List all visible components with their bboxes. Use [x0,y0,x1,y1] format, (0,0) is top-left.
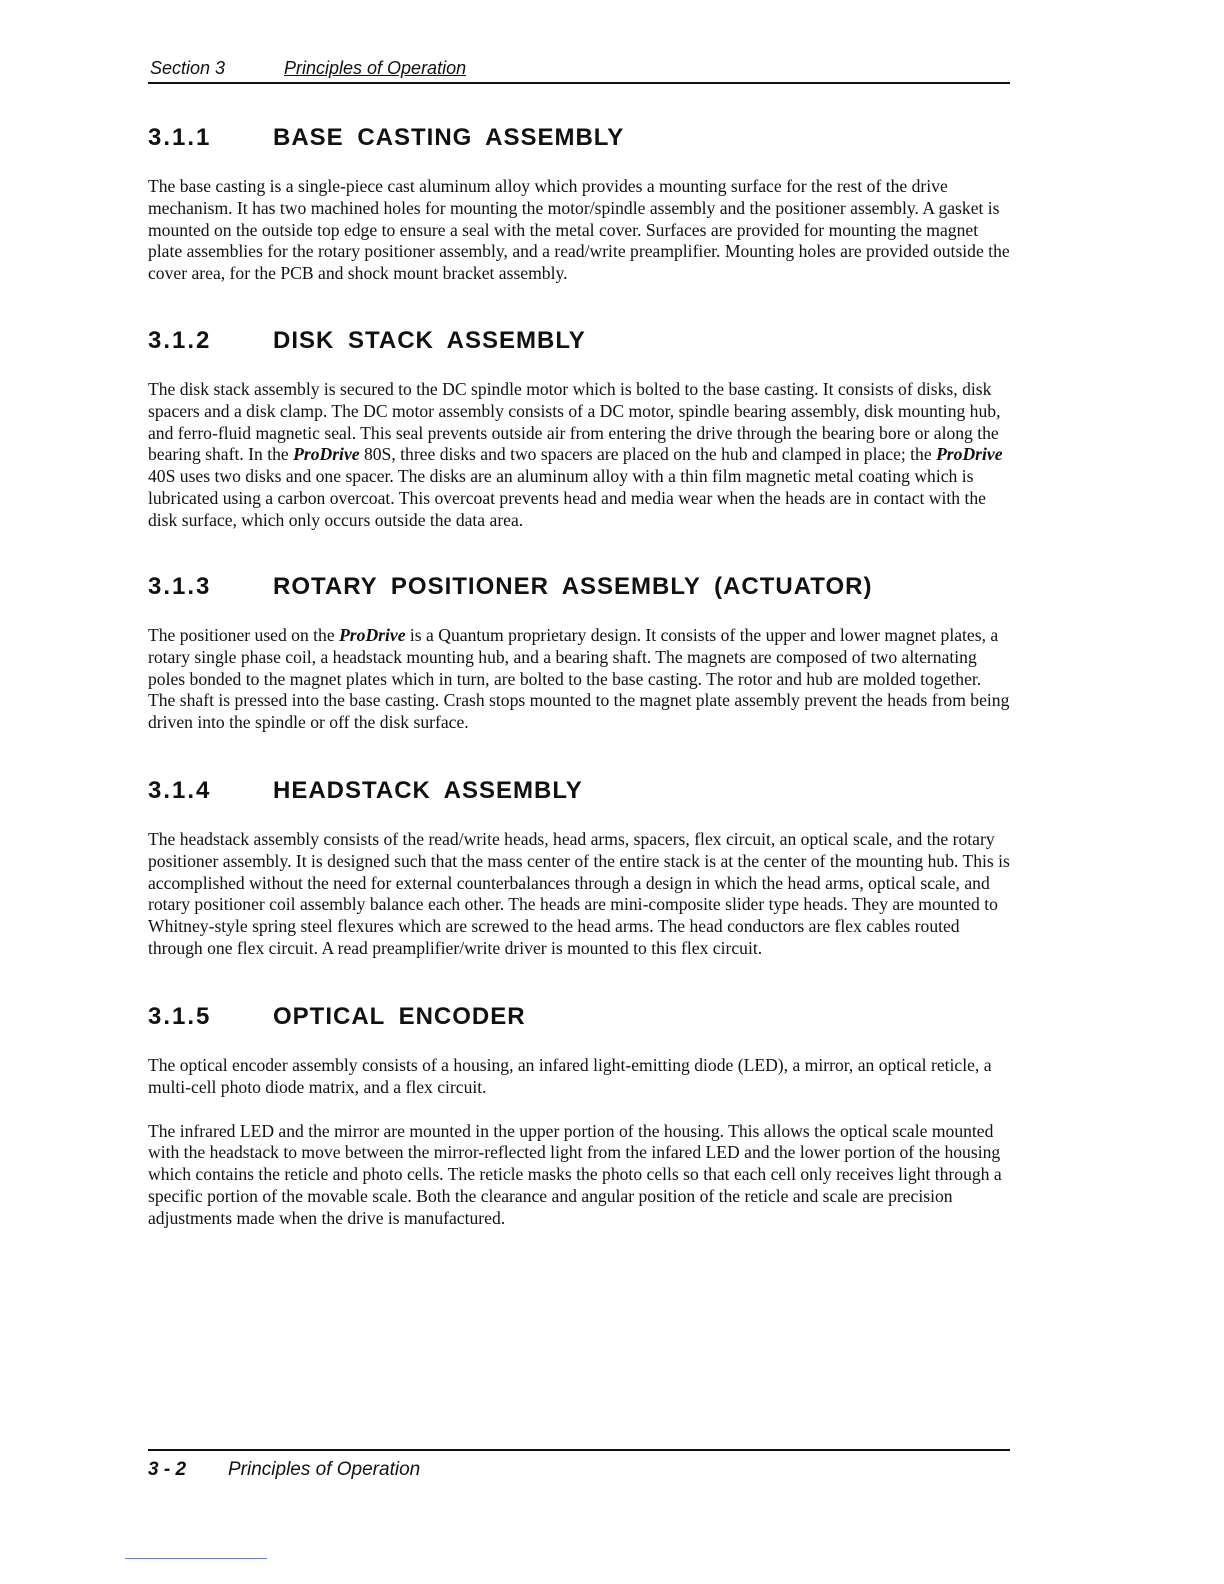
section-3-1-4 [148,777,1010,960]
section-3-1-3 [148,573,1010,734]
section-3-1-5 [148,1003,1010,1230]
scan-edge-line [125,1558,267,1559]
paragraph: The optical encoder assembly consists of a housing, an infared light-emitting diode (LED), a mirror, an optical reticle, a multi-cell photo diode matrix, and a flex circuit. [148,1055,992,1097]
section-heading [148,327,1010,361]
section-3-1-2 [148,327,1010,532]
section-number: 3.1.2 [148,327,212,354]
paragraph: The base casting is a single-piece cast aluminum alloy which provides a mounting surface for the rest of the drive mechanism. It has two machined holes for mounting the motor/spindle assembly and the positioner assembly. A gasket is mounted on the outside top edge to ensure a seal with the metal cover. Surfaces are provided for mounting the magnet plate assemblies for the rotary positioner assembly, and a read/write preamplifier. Mounting holes are provided outside the cover area, for the PCB and shock mount bracket assembly. [148,176,1010,284]
section-title: HEADSTACK ASSEMBLY [273,777,583,804]
paragraph: The disk stack assembly is secured to the DC spindle motor which is bolted to the base casting. It consists of disks, disk spacers and a disk clamp. The DC motor assembly consists of a DC motor, spindle bearing assembly, disk mounting hub, and ferro-fluid magnetic seal. This seal prevents outside air from entering the drive through the bearing bore or along the bearing shaft. In the ProDrive 80S, three disks and two spacers are placed on the hub and clamped in place; the ProDrive 40S uses two disks and one spacer. The disks are an aluminum alloy with a thin film magnetic metal coating which is lubricated using a carbon overcoat. This overcoat prevents head and media wear when the heads are in contact with the disk surface, which only occurs outside the data area. [148,379,1003,530]
section-number: 3.1.1 [148,124,212,151]
footer-title: Principles of Operation [228,1459,421,1480]
section-heading [148,777,1010,811]
section-title: ROTARY POSITIONER ASSEMBLY (ACTUATOR) [273,573,873,600]
running-footer [148,1449,1010,1491]
section-heading [148,1003,1010,1037]
paragraph: The infrared LED and the mirror are mounted in the upper portion of the housing. This allows the optical scale mounted with the headstack to move between the mirror-reflected light from the infared LED and the lower portion of the housing which contains the reticle and photo cells. The reticle masks the photo cells so that each cell only receives light through a specific portion of the movable scale. Both the clearance and angular position of the reticle and scale are precision adjustments made when the drive is manufactured. [148,1120,1002,1228]
page-number: 3 - 2 [148,1459,187,1480]
header-section: Section 3 [150,58,226,78]
paragraph: The positioner used on the ProDrive is a Quantum proprietary design. It consists of the upper and lower magnet plates, a rotary single phase coil, a headstack mounting hub, and a bearing shaft. The magnets are composed of two alternating poles bonded to the magnet plates which in turn, are bolted to the base casting. The rotor and hub are molded together. The shaft is pressed into the base casting. Crash stops mounted to the magnet plate assembly prevent the heads from being driven into the spindle or off the disk surface. [148,625,1010,733]
paragraph: The headstack assembly consists of the read/write heads, head arms, spacers, flex circuit, an optical scale, and the rotary positioner assembly. It is designed such that the mass center of the entire stack is at the center of the mounting hub. This is accomplished without the need for external counterbalances through a design in which the head arms, optical scale, and rotary positioner coil assembly balance each other. The heads are mini-composite slider type heads. They are mounted to Whitney-style spring steel flexures which are screwed to the head arms. The head conductors are flex cables routed through one flex circuit. A read preamplifier/write driver is mounted to this flex circuit. [148,829,1010,958]
section-title: OPTICAL ENCODER [273,1003,526,1030]
section-number: 3.1.5 [148,1003,212,1030]
section-heading [148,573,1010,607]
running-header [148,58,1010,84]
section-number: 3.1.3 [148,573,212,600]
product-name: ProDrive [936,444,1003,465]
product-name: ProDrive [293,444,360,465]
header-title: Principles of Operation [284,58,467,78]
section-heading [148,124,1010,158]
section-title: DISK STACK ASSEMBLY [273,327,586,354]
section-3-1-1 [148,124,1010,285]
section-number: 3.1.4 [148,777,212,804]
section-title: BASE CASTING ASSEMBLY [273,124,625,151]
product-name: ProDrive [339,625,406,645]
